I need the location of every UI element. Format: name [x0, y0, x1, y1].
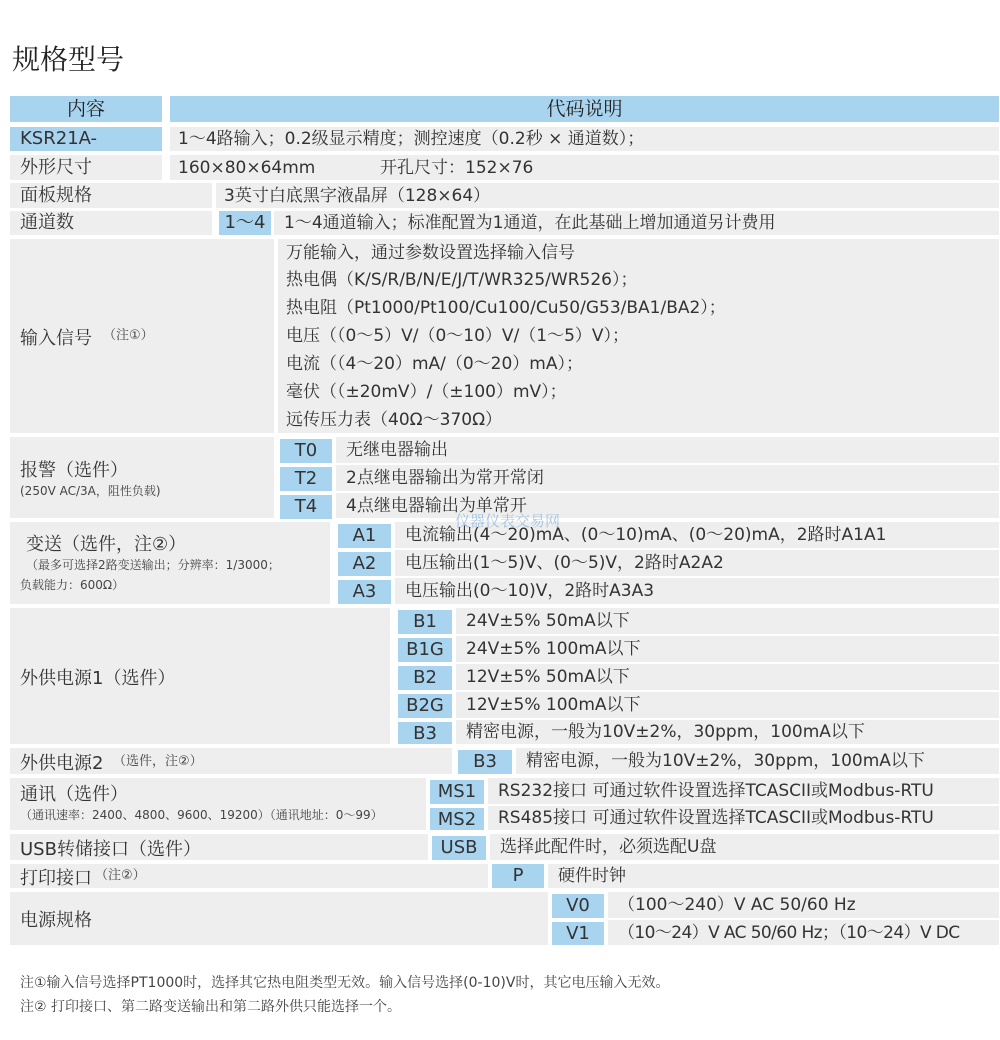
supply-label: 电源规格: [20, 910, 92, 931]
comm-label-cell: [10, 778, 426, 830]
input-lines-cell: [278, 239, 999, 433]
power1-desc-cell: [456, 608, 999, 634]
power1-code: B1: [398, 610, 452, 634]
input-label-cell: [10, 239, 274, 433]
channels-cell: [274, 211, 999, 235]
print-desc-cell: [548, 864, 999, 888]
alarm-desc: 4点继电器输出为单常开: [346, 496, 527, 516]
model-desc: 1～4路输入；0.2级显示精度；测控速度（0.2秒 × 通道数）；: [178, 129, 645, 149]
alarm-code: T2: [280, 467, 332, 491]
input-line: 电流（（4～20）mA/（0～20）mA）；: [286, 354, 584, 374]
dimensions-label: 外形尺寸: [10, 155, 162, 180]
transmit-desc: 电压输出(1～5)V、(0～5)V，2路时A2A2: [405, 553, 724, 573]
transmit-sub: （最多可选择2路变送输出；分辨率：1/3000；: [26, 558, 280, 572]
alarm-desc-cell: [336, 493, 999, 518]
transmit-desc-cell: [395, 550, 999, 576]
power1-desc: 精密电源，一般为10V±2%，30ppm，100mA以下: [466, 722, 865, 742]
usb-desc: 选择此配件时，必须选配U盘: [500, 837, 717, 857]
usb-desc-cell: [490, 834, 999, 860]
panel-desc: 3英寸白底黑字液晶屏（128×64）: [224, 186, 491, 206]
usb-code: USB: [432, 836, 486, 860]
watermark: 仪器仪表交易网: [455, 512, 561, 530]
power1-desc: 12V±5% 100mA以下: [466, 695, 641, 715]
power1-code: B2: [398, 666, 452, 690]
channels-desc: 1～4通道输入；标准配置为1通道，在此基础上增加通道另计费用: [284, 213, 776, 233]
comm-sub: （通讯速率：2400、4800、9600、19200）（通讯地址：0～99）: [20, 808, 383, 822]
power1-desc: 24V±5% 50mA以下: [466, 611, 630, 631]
supply-label-cell: [10, 892, 548, 945]
model-label: KSR21A-: [10, 127, 162, 151]
dimensions-cell: [170, 155, 999, 180]
power2-desc: 精密电源，一般为10V±2%，30ppm，100mA以下: [526, 751, 925, 771]
supply-code: V0: [552, 894, 604, 918]
power1-code: B2G: [398, 694, 452, 718]
comm-code: MS2: [430, 808, 484, 830]
print-note: （注②）: [95, 868, 146, 883]
print-desc: 硬件时钟: [558, 866, 626, 886]
comm-desc-cell: [488, 778, 999, 804]
alarm-desc: 无继电器输出: [346, 440, 448, 460]
input-line: 毫伏（（±20mV）/（±100）mV）；: [286, 382, 567, 402]
power1-code: B3: [398, 722, 452, 744]
input-line: 热电阻（Pt1000/Pt100/Cu100/Cu50/G53/BA1/BA2）；: [286, 298, 726, 318]
alarm-label-cell: [10, 437, 274, 518]
header-content: 内容: [10, 96, 162, 122]
power1-code: B1G: [398, 638, 452, 662]
usb-label: USB转储接口（选件）: [20, 839, 201, 860]
power2-code: B3: [458, 750, 512, 774]
supply-desc: （10～24）V AC 50/60 Hz；（10～24）V DC: [618, 923, 960, 943]
alarm-code: T4: [280, 495, 332, 519]
transmit-desc-cell: [395, 578, 999, 604]
dimensions-size: 160×80×64mm: [178, 158, 316, 178]
header-code-description: 代码说明: [170, 96, 999, 122]
channels-code: 1～4: [219, 211, 271, 235]
input-line: 电压（（0～5）V/（0～10）V/（1～5）V）；: [286, 326, 630, 346]
transmit-code: A2: [338, 552, 391, 576]
note-1: 注①输入信号选择PT1000时，选择其它热电阻类型无效。输入信号选择(0-10)V时，其它电压输入无效。: [20, 975, 670, 991]
alarm-code: T0: [280, 439, 332, 463]
transmit-sub: 负载能力：600Ω）: [20, 578, 125, 592]
note-2: 注② 打印接口、第二路变送输出和第二路外供只能选择一个。: [20, 999, 401, 1015]
power2-note: （选件，注②）: [113, 754, 203, 769]
model-desc-cell: [170, 127, 999, 151]
usb-label-cell: [10, 834, 428, 860]
power2-desc-cell: [516, 748, 999, 774]
power1-label: 外供电源1（选件）: [20, 668, 176, 689]
power1-desc: 24V±5% 100mA以下: [466, 639, 641, 659]
input-note: （注①）: [103, 328, 154, 343]
dimensions-cutout: 开孔尺寸：152×76: [380, 158, 534, 178]
comm-desc: RS485接口 可通过软件设置选择TCASCII或Modbus-RTU: [498, 808, 934, 828]
input-line: 万能输入，通过参数设置选择输入信号: [286, 243, 575, 263]
comm-desc-cell: [488, 806, 999, 830]
transmit-label: 变送（选件，注②）: [26, 534, 187, 555]
channels-label: 通道数: [10, 211, 212, 235]
supply-desc-cell: [608, 920, 999, 945]
transmit-desc: 电流输出(4～20)mA、(0～10)mA、(0～20)mA，2路时A1A1: [405, 525, 887, 545]
supply-code: V1: [552, 922, 604, 945]
page-title: 规格型号: [12, 43, 125, 76]
power1-desc-cell: [456, 692, 999, 718]
input-line: 远传压力表（40Ω～370Ω）: [286, 410, 503, 430]
transmit-code: A1: [338, 524, 391, 548]
transmit-code: A3: [338, 580, 391, 604]
power2-label: 外供电源2: [20, 753, 104, 774]
power1-desc-cell: [456, 664, 999, 690]
transmit-desc: 电压输出(0～10)V，2路时A3A3: [405, 581, 655, 601]
comm-desc: RS232接口 可通过软件设置选择TCASCII或Modbus-RTU: [498, 781, 934, 801]
supply-desc-cell: [608, 892, 999, 918]
print-code: P: [492, 864, 544, 888]
input-line: 热电偶（K/S/R/B/N/E/J/T/WR325/WR526）；: [286, 270, 638, 290]
input-label: 输入信号: [20, 328, 92, 349]
alarm-desc-cell: [336, 465, 999, 491]
alarm-sub: (250V AC/3A，阻性负载): [20, 484, 161, 498]
power1-desc-cell: [456, 720, 999, 744]
alarm-label: 报警（选件）: [20, 460, 128, 481]
power1-desc: 12V±5% 50mA以下: [466, 667, 630, 687]
transmit-label-cell: [10, 522, 330, 604]
comm-code: MS1: [430, 780, 484, 804]
panel-cell: [216, 183, 999, 208]
panel-label: 面板规格: [10, 183, 212, 208]
alarm-desc-cell: [336, 437, 999, 463]
power2-label-cell: [10, 748, 452, 774]
alarm-desc: 2点继电器输出为常开常闭: [346, 468, 544, 488]
supply-desc: （100～240）V AC 50/60 Hz: [618, 895, 856, 915]
comm-label: 通讯（选件）: [20, 784, 128, 805]
power1-desc-cell: [456, 636, 999, 662]
print-label-cell: [10, 864, 488, 888]
power1-label-cell: [10, 608, 390, 744]
print-label: 打印接口: [20, 868, 92, 889]
